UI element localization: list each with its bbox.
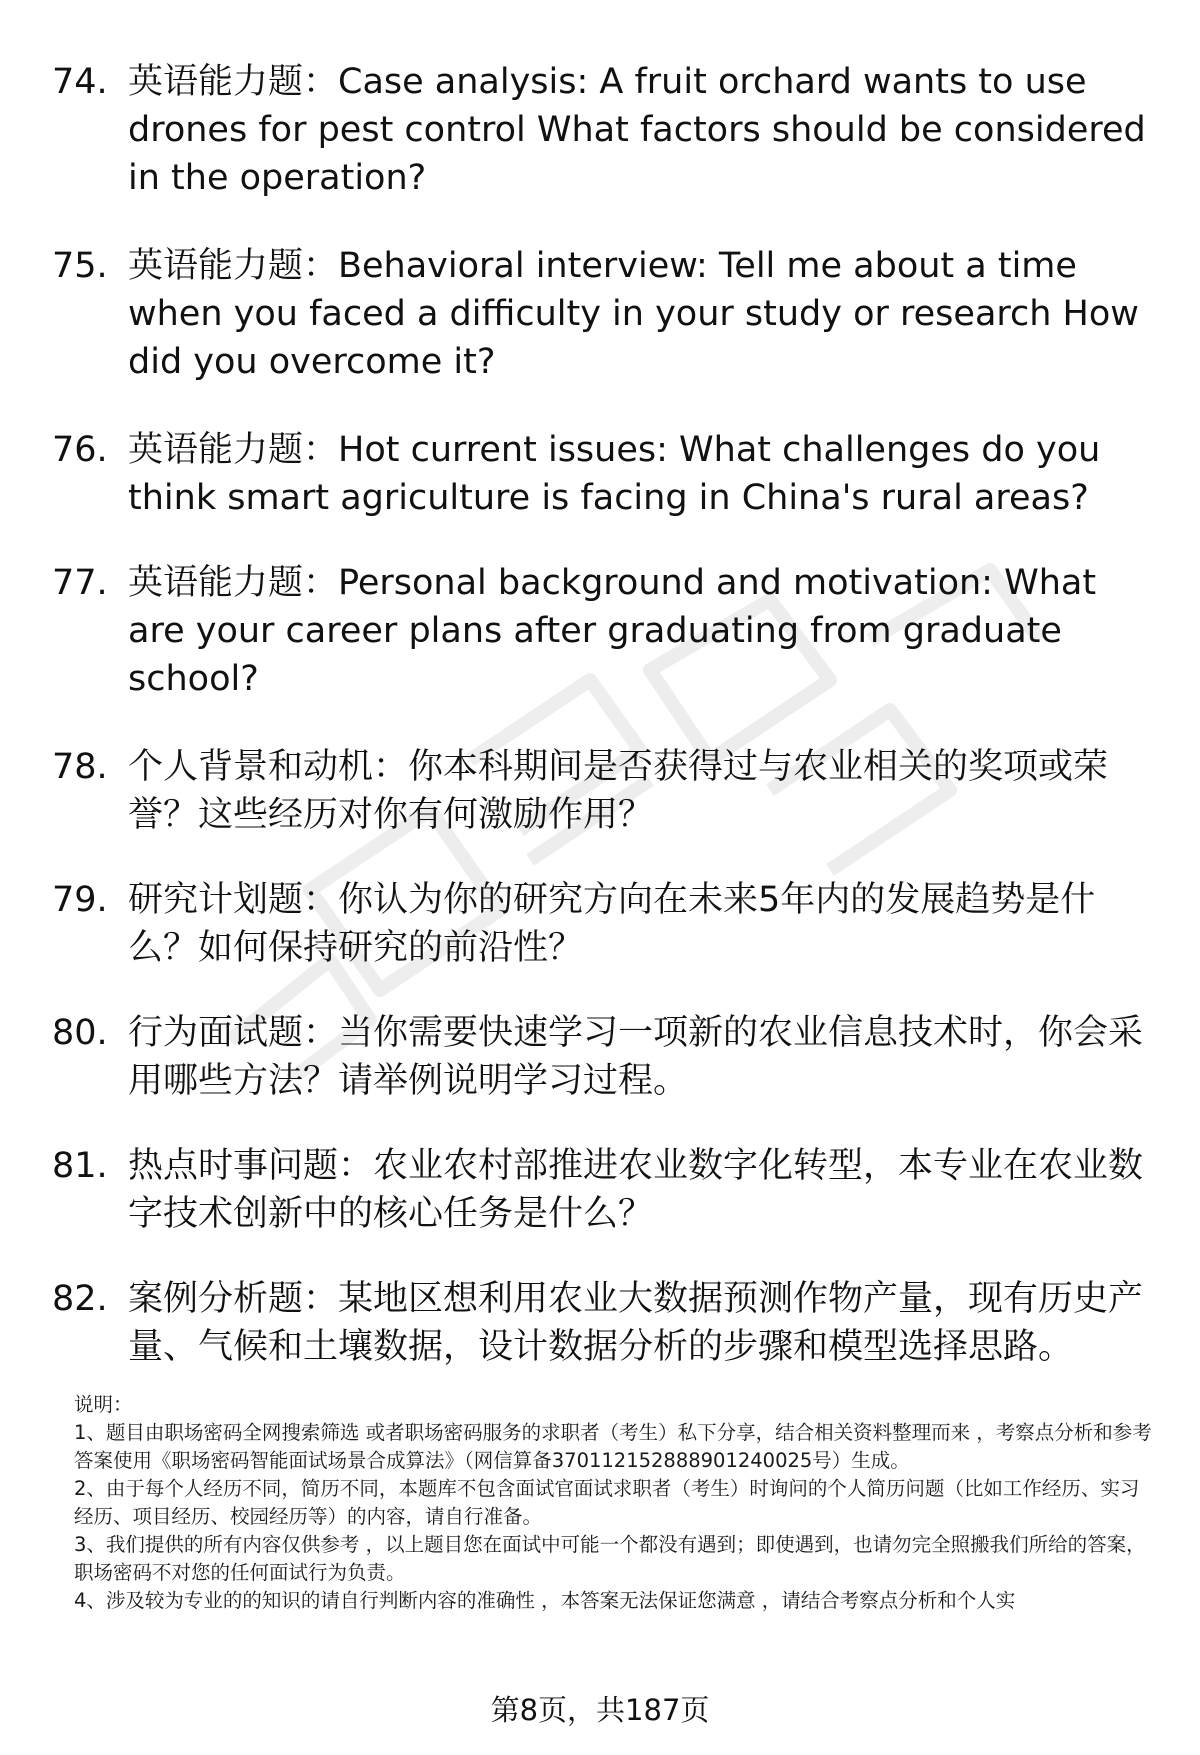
question-text: 英语能力题：Case analysis: A fruit orchard wants to use drones for pest control What factors should be considered in the operation? [128, 62, 1146, 198]
question-number: 81. [52, 1146, 108, 1186]
question-text: 英语能力题：Personal background and motivation: What are your career plans after graduating from graduate school? [128, 563, 1097, 699]
question-text: 热点时事问题：农业农村部推进农业数字化转型，本专业在农业数字技术创新中的核心任务是什么？ [128, 1146, 1144, 1234]
question-number: 74. [52, 62, 108, 102]
question-item [52, 1275, 1152, 1371]
question-text: 个人背景和动机：你本科期间是否获得过与农业相关的奖项或荣誉？这些经历对你有何激励作用？ [128, 747, 1109, 835]
page-number: 第8页，共187页 [490, 1693, 710, 1727]
question-text: 案例分析题：某地区想利用农业大数据预测作物产量，现有历史产量、气候和土壤数据，设计数据分析的步骤和模型选择思路。 [128, 1279, 1144, 1367]
question-item [52, 1009, 1152, 1105]
question-item [52, 242, 1152, 386]
question-text: 行为面试题：当你需要快速学习一项新的农业信息技术时，你会采用哪些方法？请举例说明学习过程。 [128, 1013, 1144, 1101]
question-text: 英语能力题：Behavioral interview: Tell me about a time when you faced a difficulty in your study or research How did you overcome it? [128, 246, 1139, 382]
notes-heading: 说明： [74, 1393, 133, 1416]
note-item: 1、题目由职场密码全网搜索筛选 或者职场密码服务的求职者（考生）私下分享，结合相关资料整理而来 ，考察点分析和参考答案使用《职场密码智能面试场景合成算法》（网信算备370112152888901240025号）生成。 [74, 1421, 1152, 1472]
note-item: 2、由于每个人经历不同，简历不同，本题库不包含面试官面试求职者（考生）时询问的个人简历问题（比如工作经历、实习经历、项目经历、校园经历等）的内容，请自行准备。 [74, 1477, 1140, 1528]
question-number: 80. [52, 1013, 108, 1053]
notes-section [74, 1391, 1154, 1615]
question-item [52, 876, 1152, 972]
question-text: 研究计划题：你认为你的研究方向在未来5年内的发展趋势是什么？如何保持研究的前沿性？ [128, 880, 1096, 968]
question-item [52, 559, 1152, 703]
note-item: 4、涉及较为专业的的知识的请自行判断内容的准确性 ，本答案无法保证您满意 ，请结合考察点分析和个人实 [74, 1589, 1016, 1612]
question-item [52, 58, 1152, 202]
question-item [52, 426, 1152, 522]
question-number: 79. [52, 880, 108, 920]
question-list [52, 58, 1152, 1408]
question-text: 英语能力题：Hot current issues: What challenges do you think smart agriculture is facing in China's rural areas? [128, 430, 1101, 518]
question-number: 75. [52, 246, 108, 286]
note-item: 3、我们提供的所有内容仅供参考 ，以上题目您在面试中可能一个都没有遇到；即使遇到，也请勿完全照搬我们所给的答案，职场密码不对您的任何面试行为负责。 [74, 1533, 1146, 1584]
question-number: 82. [52, 1279, 108, 1319]
question-number: 78. [52, 747, 108, 787]
question-item [52, 743, 1152, 839]
question-number: 77. [52, 563, 108, 603]
question-item [52, 1142, 1152, 1238]
question-number: 76. [52, 430, 108, 470]
